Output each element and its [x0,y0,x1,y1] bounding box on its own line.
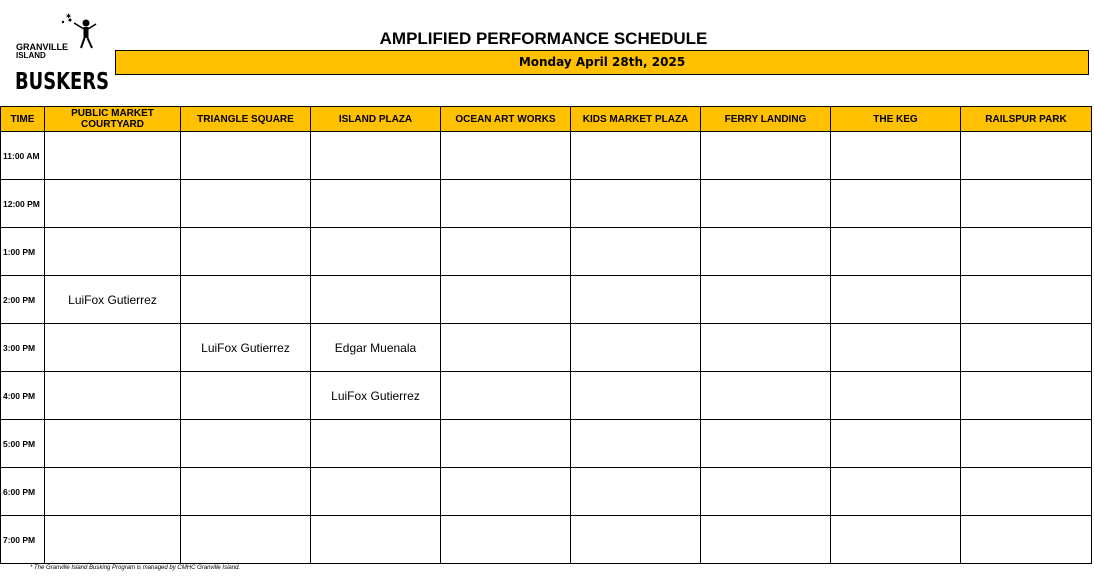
schedule-cell [831,324,961,372]
schedule-cell [45,420,181,468]
schedule-cell [831,516,961,564]
schedule-cell [311,228,441,276]
schedule-cell [831,228,961,276]
time-slot: 1:00 PM [1,228,45,276]
schedule-cell [45,468,181,516]
schedule-cell [441,132,571,180]
schedule-cell [441,324,571,372]
schedule-cell [961,420,1092,468]
col-header-venue: FERRY LANDING [701,107,831,132]
schedule-cell [571,180,701,228]
schedule-cell [961,228,1092,276]
granville-island-buskers-logo [14,14,114,94]
schedule-cell [181,276,311,324]
schedule-cell [701,468,831,516]
schedule-cell [571,276,701,324]
schedule-cell [181,516,311,564]
schedule-cell [961,276,1092,324]
schedule-cell: Edgar Muenala [311,324,441,372]
schedule-cell [961,324,1092,372]
schedule-cell [961,132,1092,180]
col-header-time: TIME [1,107,45,132]
schedule-date: Monday April 28th, 2025 [115,50,1089,75]
schedule-cell [701,516,831,564]
schedule-cell [571,420,701,468]
schedule-cell [571,228,701,276]
schedule-cell [701,276,831,324]
schedule-cell [181,468,311,516]
schedule-cell [831,276,961,324]
schedule-cell [45,228,181,276]
schedule-cell [571,372,701,420]
schedule-cell [311,516,441,564]
table-row [1,516,1092,564]
time-slot: 5:00 PM [1,420,45,468]
schedule-cell [961,372,1092,420]
col-header-venue: PUBLIC MARKET COURTYARD [45,107,181,132]
schedule-cell [961,180,1092,228]
schedule-cell [45,324,181,372]
footnote: * The Granville Island Busking Program is managed by CMHC Granville Island. [30,565,241,571]
schedule-cell [701,324,831,372]
col-header-venue: ISLAND PLAZA [311,107,441,132]
schedule-cell [831,132,961,180]
time-slot: 6:00 PM [1,468,45,516]
table-row [1,468,1092,516]
header-row [1,107,1092,132]
schedule-cell [311,468,441,516]
schedule-cell [571,132,701,180]
schedule-cell [441,276,571,324]
logo-line-3: BUSKERS [15,69,109,95]
table-row [1,420,1092,468]
schedule-cell [311,180,441,228]
schedule-cell [701,180,831,228]
col-header-venue: RAILSPUR PARK [961,107,1092,132]
schedule-cell [45,372,181,420]
schedule-cell [571,516,701,564]
schedule-cell [181,180,311,228]
time-slot: 12:00 PM [1,180,45,228]
schedule-cell [831,372,961,420]
table-row [1,372,1092,420]
time-slot: 11:00 AM [1,132,45,180]
col-header-venue: OCEAN ART WORKS [441,107,571,132]
schedule-cell [701,132,831,180]
logo-line-2: ISLAND [16,51,46,60]
schedule-cell [701,420,831,468]
schedule-cell [311,276,441,324]
schedule-cell [441,468,571,516]
table-row [1,228,1092,276]
schedule-cell: LuiFox Gutierrez [45,276,181,324]
schedule-cell [45,180,181,228]
schedule-cell [831,468,961,516]
schedule-cell [441,228,571,276]
table-row [1,132,1092,180]
col-header-venue: THE KEG [831,107,961,132]
schedule-cell [441,420,571,468]
table-row [1,324,1092,372]
schedule-cell [831,180,961,228]
page-title: AMPLIFIED PERFORMANCE SCHEDULE [379,29,708,48]
schedule-cell [571,324,701,372]
schedule-cell [571,468,701,516]
logo-line-1: GRANVILLE [16,42,69,52]
schedule-cell [45,516,181,564]
schedule-cell [311,420,441,468]
schedule-cell [441,372,571,420]
time-slot: 2:00 PM [1,276,45,324]
schedule-cell [961,516,1092,564]
schedule-cell: LuiFox Gutierrez [311,372,441,420]
schedule-cell [181,228,311,276]
schedule-cell [181,420,311,468]
schedule-cell [441,180,571,228]
schedule-cell [181,372,311,420]
time-slot: 7:00 PM [1,516,45,564]
schedule-cell [961,468,1092,516]
schedule-cell: LuiFox Gutierrez [181,324,311,372]
time-slot: 3:00 PM [1,324,45,372]
schedule-cell [701,228,831,276]
table-row [1,276,1092,324]
svg-text:✱: ✱ [66,13,72,20]
schedule-cell [181,132,311,180]
schedule-table [0,106,1092,564]
schedule-cell [441,516,571,564]
schedule-cell [701,372,831,420]
time-slot: 4:00 PM [1,372,45,420]
schedule-cell [311,132,441,180]
col-header-venue: TRIANGLE SQUARE [181,107,311,132]
schedule-cell [45,132,181,180]
table-row [1,180,1092,228]
col-header-venue: KIDS MARKET PLAZA [571,107,701,132]
schedule-cell [831,420,961,468]
